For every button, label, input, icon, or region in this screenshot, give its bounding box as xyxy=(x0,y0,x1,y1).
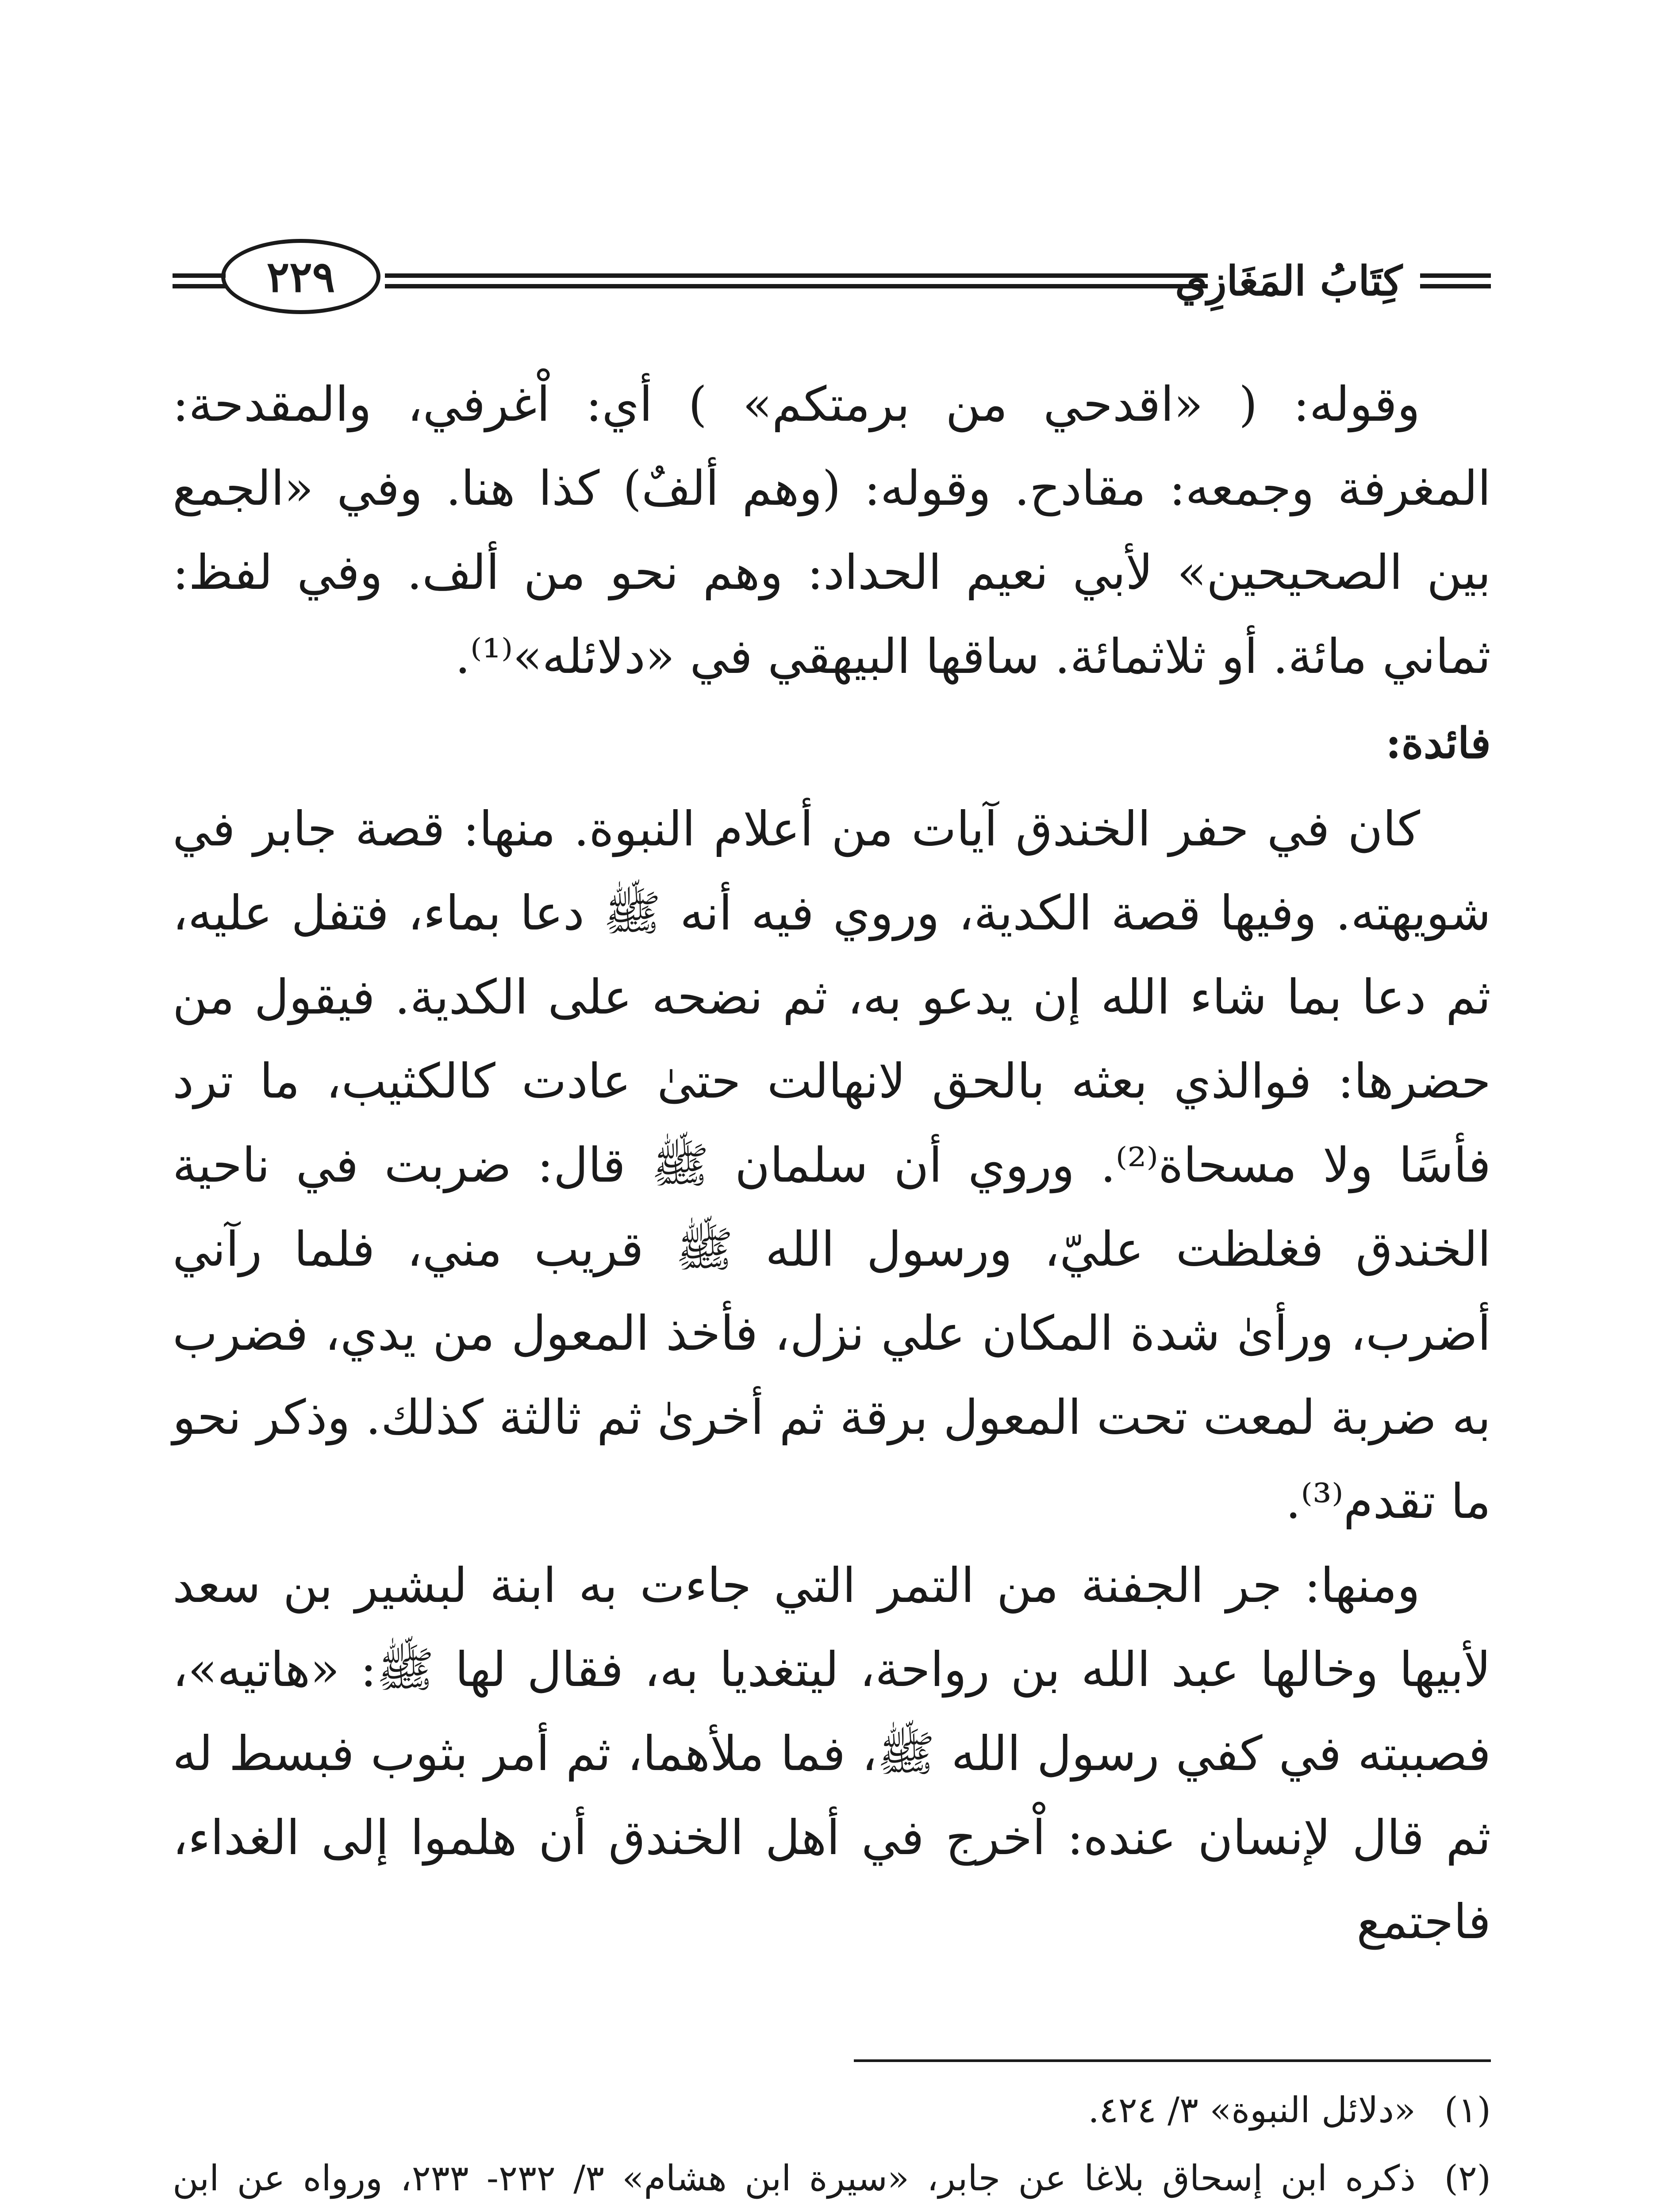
paragraph-1: وقوله: ( «اقدحي من برمتكم» ) أي: اْغرفي، والمقدحة: المغرفة وجمعه: مقادح. وقوله: (وهم ألفٌ) كذا هنا. وفي «الجمع بين الصحيحين» لأبي نعيم الحداد: وهم نحو من ألف. وفي لفظ: ثماني مائة. أو ثلاثمائة. ساقها البيهقي في «دلائله»⁽¹⁾. xyxy=(173,377,1491,684)
header-rule-right xyxy=(1420,273,1491,288)
section-heading: فائدة: xyxy=(1386,718,1491,768)
header-rule-middle xyxy=(385,273,1208,288)
main-text xyxy=(173,363,1491,1964)
book-title: كِتَابُ المَغَازِي xyxy=(1175,257,1402,305)
header-rule-left xyxy=(173,273,226,288)
footnote-1 xyxy=(173,2079,1491,2141)
footnote-number: (٢) xyxy=(1444,2158,1491,2199)
footnote-separator xyxy=(854,2059,1491,2062)
footnote-text: ذكره ابن إسحاق بلاغا عن جابر، «سيرة ابن هشام» ٣/ ٢٣٢- ٢٣٣، ورواه عن ابن xyxy=(173,2158,1416,2199)
page-header xyxy=(173,239,1491,323)
footnotes xyxy=(173,2079,1491,2212)
paragraph-2: كان في حفر الخندق آيات من أعلام النبوة. منها: قصة جابر في شويهته. وفيها قصة الكدية، وروي فيه أنه ﷺ دعا بماء، فتفل عليه، ثم دعا بما شاء الله إن يدعو به، ثم نضحه على الكدية. فيقول من حضرها: فوالذي بعثه بالحق لانهالت حتىٰ عادت كالكثيب، ما ترد فأسًا ولا مسحاة⁽²⁾. وروي أن سلمان ﷺ قال: ضربت في ناحية الخندق فغلظت عليّ، ورسول الله ﷺ قريب مني، فلما رآني أضرب، ورأىٰ شدة المكان علي نزل، فأخذ المعول من يدي، فضرب به ضربة لمعت تحت المعول برقة ثم أخرىٰ ثم ثالثة كذلك. وذكر نحو ما تقدم⁽³⁾. xyxy=(173,802,1491,1529)
page-number: ٢٢٩ xyxy=(221,239,380,314)
footnote-2 xyxy=(173,2147,1491,2212)
footnote-text: «دلائل النبوة» ٣/ ٤٢٤. xyxy=(1088,2089,1416,2131)
footnote-number: (١) xyxy=(1444,2089,1491,2131)
paragraph-3: ومنها: جر الجفنة من التمر التي جاءت به ابنة لبشير بن سعد لأبيها وخالها عبد الله بن رواحة، ليتغديا به، فقال لها ﷺ: «هاتيه»، فصببته في كفي رسول الله ﷺ، فما ملأهما، ثم أمر بثوب فبسط له ثم قال لإنسان عنده: اْخرج في أهل الخندق أن هلموا إلى الغداء، فاجتمع xyxy=(173,1558,1491,1950)
